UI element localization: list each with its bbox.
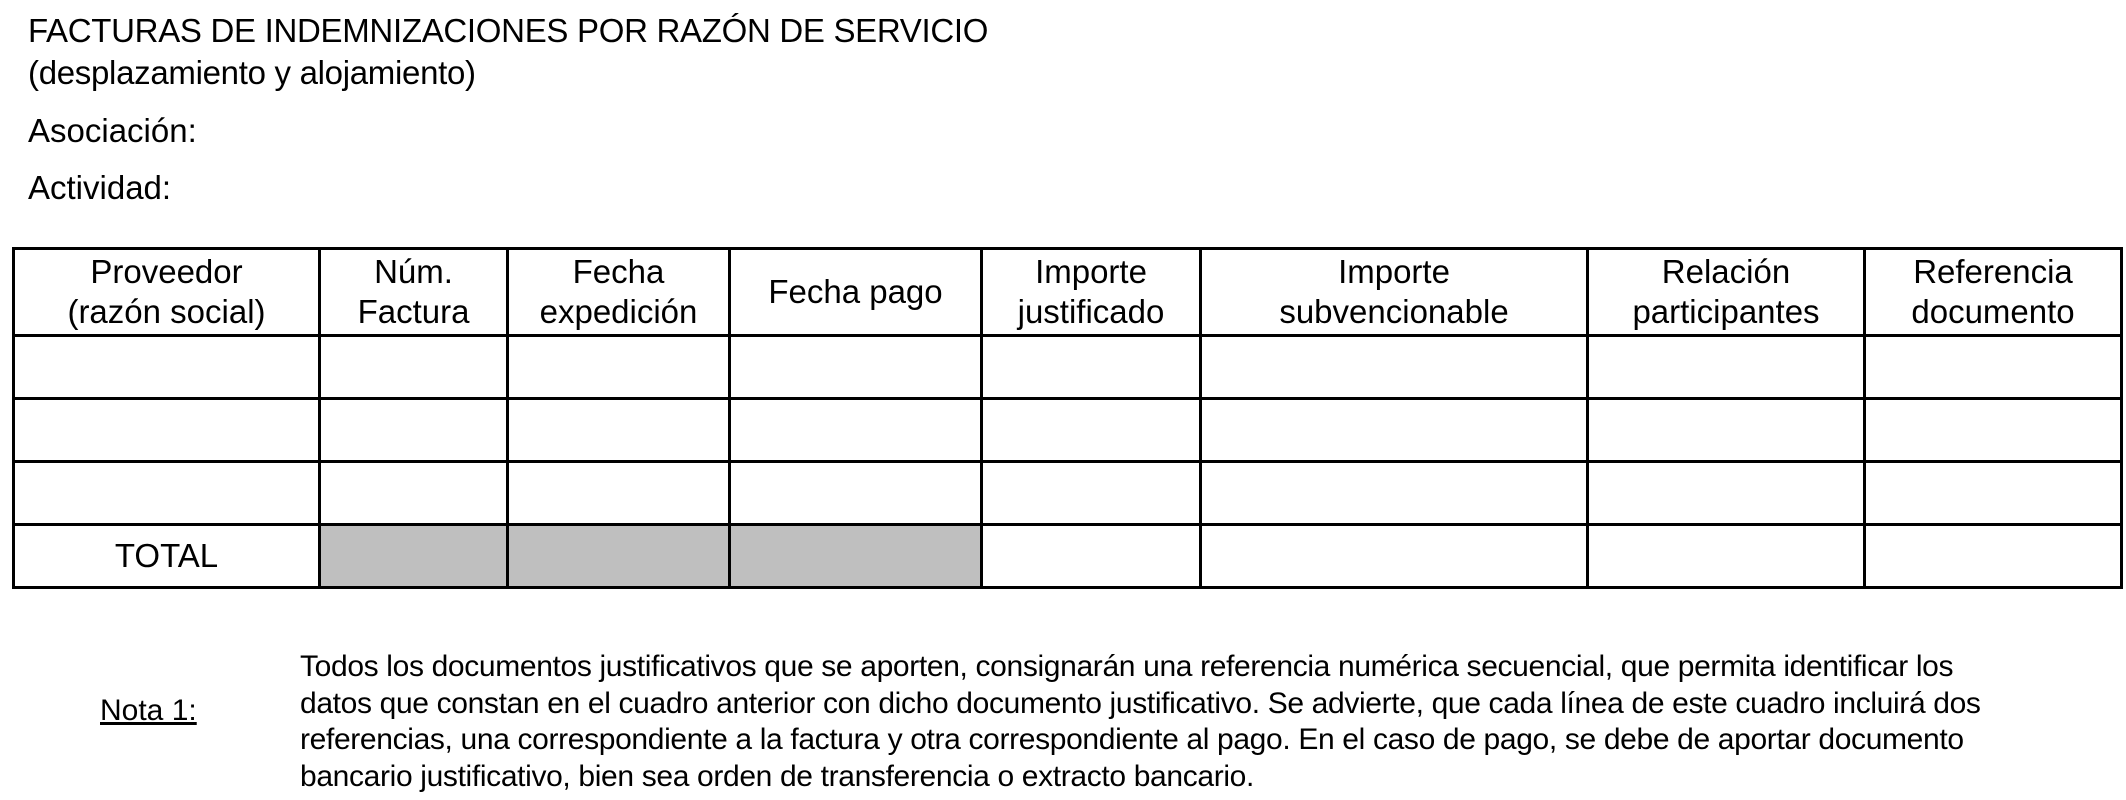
column-header-line: Núm. <box>374 253 453 290</box>
column-header-line: Fecha <box>572 253 665 290</box>
table-cell[interactable] <box>14 462 320 525</box>
table-cell[interactable] <box>508 462 730 525</box>
table-cell[interactable] <box>982 462 1201 525</box>
table-cell[interactable] <box>14 336 320 399</box>
table-row <box>14 336 2122 399</box>
column-header-line: Importe <box>1338 253 1450 290</box>
column-header-fecha-expedicion <box>508 249 730 336</box>
column-header-line: participantes <box>1632 293 1820 330</box>
table-cell[interactable] <box>982 399 1201 462</box>
total-relacion-participantes-cell[interactable] <box>1588 525 1865 588</box>
column-header-line: documento <box>1911 293 2075 330</box>
table-cell[interactable] <box>1865 462 2122 525</box>
column-header-line: Relación <box>1661 253 1791 290</box>
table-cell[interactable] <box>1588 399 1865 462</box>
table-cell[interactable] <box>1201 462 1588 525</box>
table-cell[interactable] <box>320 336 508 399</box>
nota-line: Todos los documentos justificativos que se aporten, consignarán una referencia numérica secuencial, que permita identificar los <box>300 650 1954 683</box>
nota-text <box>300 649 2100 795</box>
table-cell[interactable] <box>320 399 508 462</box>
table-cell[interactable] <box>508 336 730 399</box>
column-header-line: (razón social) <box>67 293 266 330</box>
column-header-num-factura <box>320 249 508 336</box>
total-label: TOTAL <box>14 525 320 588</box>
column-header-line: justificado <box>1017 293 1165 330</box>
page-title-line-2: (desplazamiento y alojamiento) <box>28 54 476 91</box>
total-row <box>14 525 2122 588</box>
total-importe-subvencionable-cell[interactable] <box>1201 525 1588 588</box>
total-importe-justificado-cell[interactable] <box>982 525 1201 588</box>
nota-line: datos que constan en el cuadro anterior con dicho documento justificativo. Se advierte, que cada línea de este cuadro incluirá dos <box>300 686 1981 720</box>
table-cell[interactable] <box>730 462 982 525</box>
page-title-line-1: FACTURAS DE INDEMNIZACIONES POR RAZÓN DE SERVICIO <box>28 12 989 49</box>
table-cell[interactable] <box>1201 399 1588 462</box>
actividad-label: Actividad: <box>28 169 172 206</box>
table-header-row <box>14 249 2122 336</box>
total-shaded-cell <box>508 525 730 588</box>
table-cell[interactable] <box>1588 462 1865 525</box>
column-header-relacion-participantes <box>1588 249 1865 336</box>
table-cell[interactable] <box>1865 399 2122 462</box>
table-cell[interactable] <box>508 399 730 462</box>
table-cell[interactable] <box>14 399 320 462</box>
nota-line: bancario justificativo, bien sea orden de transferencia o extracto bancario. <box>300 759 1254 793</box>
asociacion-label: Asociación: <box>28 112 197 149</box>
table-cell[interactable] <box>730 336 982 399</box>
total-shaded-cell <box>320 525 508 588</box>
table-row <box>14 399 2122 462</box>
total-shaded-cell <box>730 525 982 588</box>
column-header-line: Referencia <box>1913 253 2073 290</box>
table-cell[interactable] <box>730 399 982 462</box>
column-header-line: expedición <box>539 293 698 330</box>
table-cell[interactable] <box>320 462 508 525</box>
column-header-line: Factura <box>357 293 470 330</box>
table-cell[interactable] <box>982 336 1201 399</box>
table-cell[interactable] <box>1201 336 1588 399</box>
page-title <box>28 10 988 94</box>
table-cell[interactable] <box>1588 336 1865 399</box>
column-header-proveedor <box>14 249 320 336</box>
column-header-fecha-pago <box>730 249 982 336</box>
column-header-line: Fecha pago <box>768 273 943 310</box>
column-header-line: Importe <box>1035 253 1147 290</box>
column-header-referencia-documento <box>1865 249 2122 336</box>
column-header-line: subvencionable <box>1279 293 1509 330</box>
nota-label: Nota 1: <box>100 694 197 727</box>
column-header-importe-subvencionable <box>1201 249 1588 336</box>
table-row <box>14 462 2122 525</box>
table-cell[interactable] <box>1865 336 2122 399</box>
total-referencia-documento-cell[interactable] <box>1865 525 2122 588</box>
column-header-importe-justificado <box>982 249 1201 336</box>
invoice-table <box>12 247 2123 589</box>
nota-line: referencias, una correspondiente a la factura y otra correspondiente al pago. En el caso de pago, se debe de aportar documento <box>300 723 1964 756</box>
column-header-line: Proveedor <box>90 253 243 290</box>
